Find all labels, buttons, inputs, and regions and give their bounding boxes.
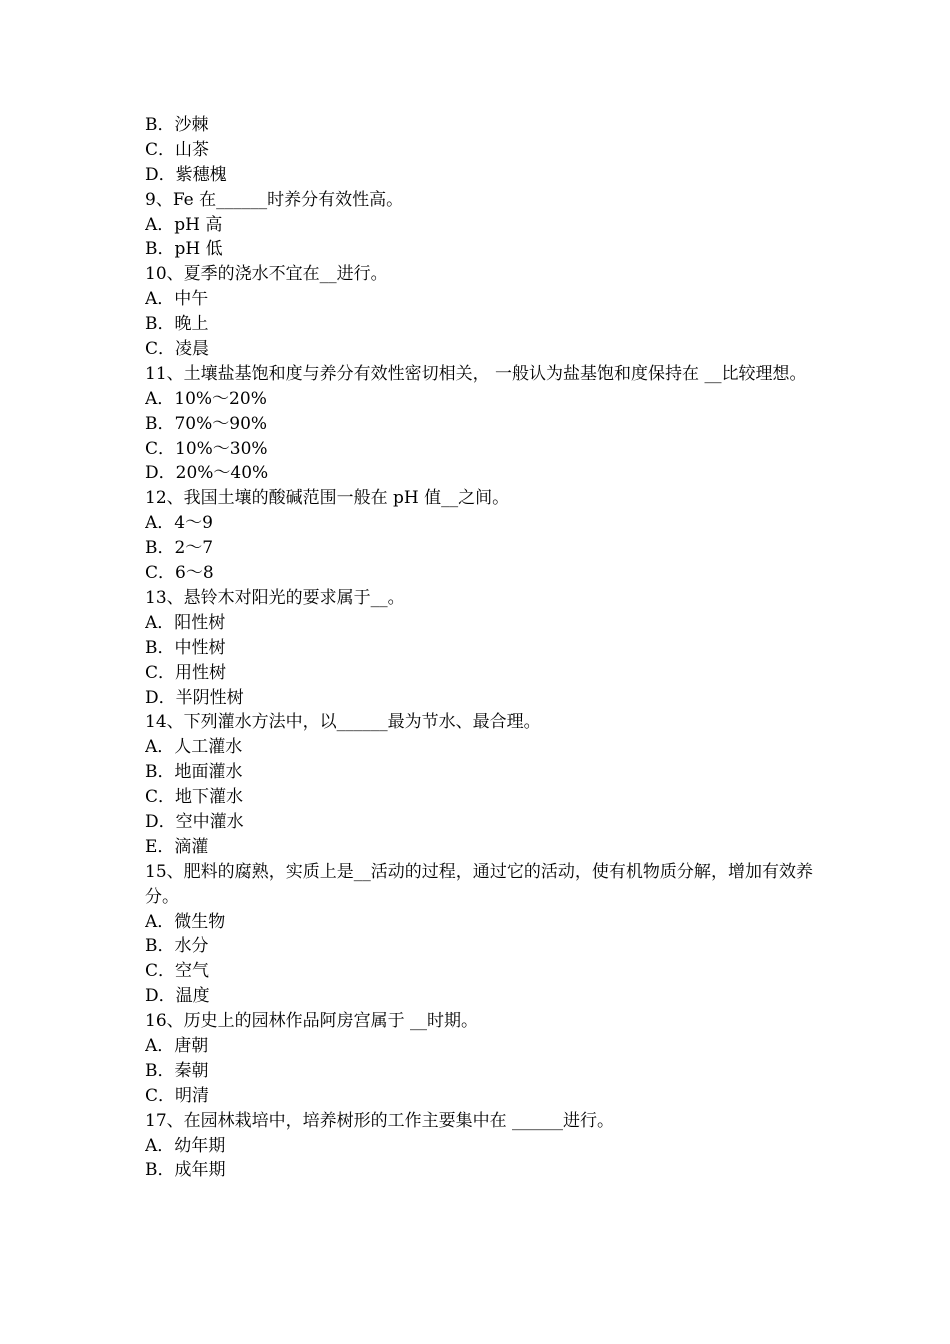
question-17: 17、在园林栽培中，培养树形的工作主要集中在 ______进行。 xyxy=(145,1110,615,1131)
option-a: A．4～9 xyxy=(145,513,213,534)
option-d: D．空中灌水 xyxy=(145,811,244,832)
option-c: C．空气 xyxy=(145,961,210,982)
option-c: C．用性树 xyxy=(145,662,227,683)
option-a: A．唐朝 xyxy=(145,1036,209,1056)
question-list xyxy=(145,113,813,1183)
option-d: D．温度 xyxy=(145,986,210,1007)
option-c: C．山茶 xyxy=(145,139,210,160)
question-11: 11、土壤盐基饱和度与养分有效性密切相关， 一般认为盐基饱和度保持在 __比较理想。 xyxy=(145,363,807,384)
question-15: 15、肥料的腐熟，实质上是__活动的过程，通过它的活动，使有机物质分解，增加有效养分。 xyxy=(145,861,813,907)
question-16: 16、历史上的园林作品阿房宫属于 __时期。 xyxy=(145,1011,479,1032)
option-b: B．沙棘 xyxy=(145,115,209,135)
option-a: A．pH 高 xyxy=(145,214,223,235)
option-c: C．10%～30% xyxy=(145,438,268,459)
option-b: B．2～7 xyxy=(145,538,214,559)
option-b: B．pH 低 xyxy=(145,239,223,260)
option-c: C．明清 xyxy=(145,1085,210,1106)
option-a: A．人工灌水 xyxy=(145,737,243,758)
option-d: D．20%～40% xyxy=(145,463,269,484)
question-12: 12、我国土壤的酸碱范围一般在 pH 值__之间。 xyxy=(145,488,510,509)
option-b: B．晚上 xyxy=(145,314,209,335)
option-a: A．幼年期 xyxy=(145,1135,226,1156)
option-b: B．70%～90% xyxy=(145,413,268,434)
option-a: A．中午 xyxy=(145,289,209,310)
option-e: E．滴灌 xyxy=(145,836,209,857)
option-c: C．地下灌水 xyxy=(145,787,244,808)
option-b: B．水分 xyxy=(145,936,209,957)
question-10: 10、夏季的浇水不宜在__进行。 xyxy=(145,264,388,285)
question-9: 9、Fe 在______时养分有效性高。 xyxy=(145,189,404,210)
option-c: C．凌晨 xyxy=(145,339,210,360)
question-13: 13、悬铃木对阳光的要求属于__。 xyxy=(145,587,405,608)
question-14: 14、下列灌水方法中，以______最为节水、最合理。 xyxy=(145,712,541,733)
option-b: B．秦朝 xyxy=(145,1060,209,1081)
option-a: A．微生物 xyxy=(145,911,226,932)
option-b: B．地面灌水 xyxy=(145,762,243,783)
option-b: B．成年期 xyxy=(145,1160,226,1181)
option-a: A．10%～20% xyxy=(145,388,267,409)
option-a: A．阳性树 xyxy=(145,612,226,633)
option-b: B．中性树 xyxy=(145,637,226,658)
option-d: D．紫穗槐 xyxy=(145,164,227,185)
option-c: C．6～8 xyxy=(145,563,214,584)
option-d: D．半阴性树 xyxy=(145,687,244,708)
